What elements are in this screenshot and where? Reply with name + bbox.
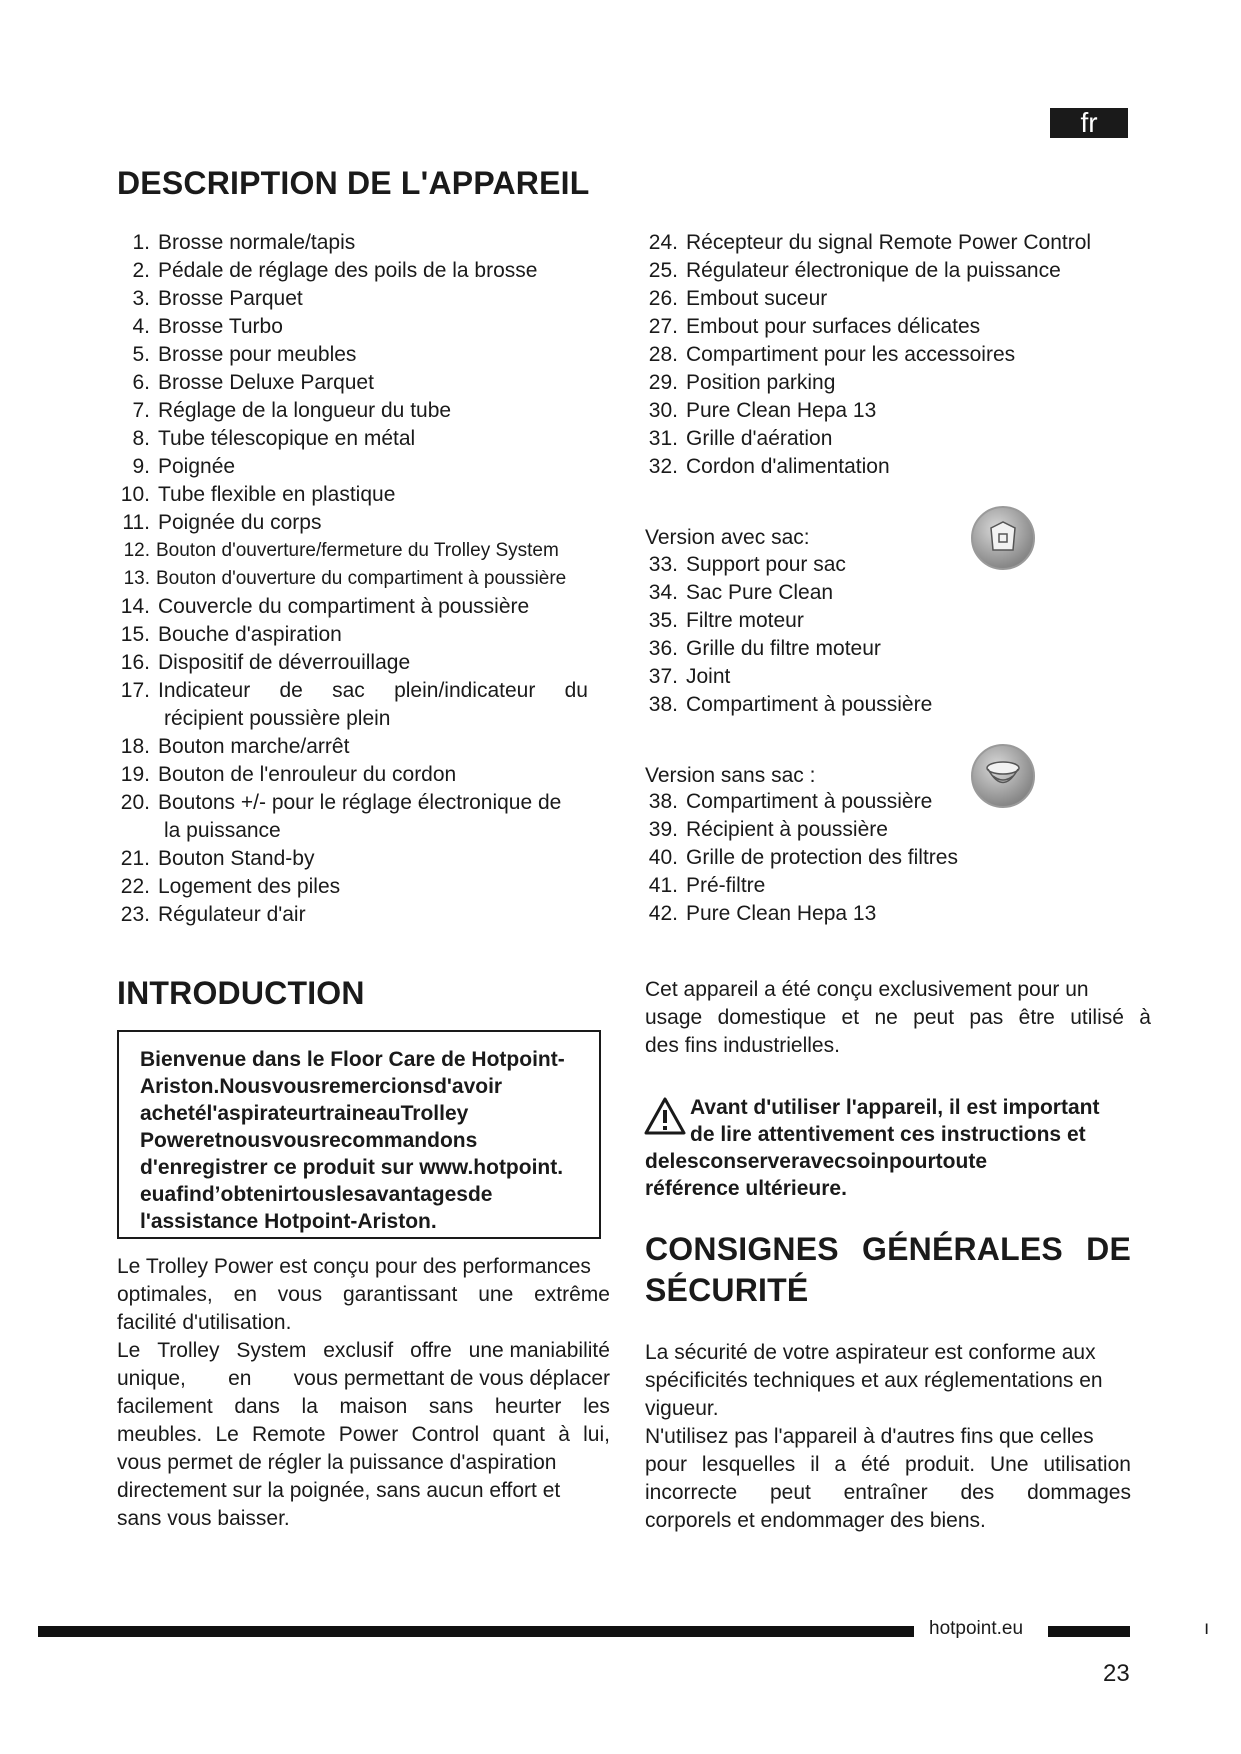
word: vous permettant de vous déplacer bbox=[293, 1367, 610, 1390]
word: entraîner bbox=[843, 1481, 928, 1504]
description-list-left bbox=[108, 229, 600, 929]
footer-mark: ı bbox=[1204, 1618, 1210, 1639]
word: garantissant bbox=[342, 1283, 458, 1306]
word: Bienvenue dans le Floor Care de Hotpoint- bbox=[140, 1048, 565, 1071]
word: lui, bbox=[583, 1423, 610, 1446]
list-item-continuation bbox=[108, 817, 600, 845]
description-title: DESCRIPTION DE L'APPAREIL bbox=[117, 165, 590, 201]
item-number: 13. bbox=[123, 568, 150, 589]
list-item bbox=[108, 649, 600, 677]
safety-line bbox=[645, 1339, 1131, 1367]
item-text: Bouton d'ouverture du compartiment à poussière bbox=[156, 568, 567, 589]
item-number: 35. bbox=[648, 609, 678, 632]
item-text: Sac Pure Clean bbox=[686, 581, 834, 604]
item-text: Embout pour surfaces délicates bbox=[686, 315, 981, 338]
word: avec bbox=[799, 1150, 846, 1173]
item-text: Filtre moteur bbox=[686, 609, 804, 632]
word: Le Trolley Power est conçu pour des performances bbox=[117, 1255, 591, 1278]
word: pour bbox=[889, 1150, 936, 1173]
word: sans vous baisser. bbox=[117, 1507, 290, 1530]
body-line bbox=[117, 1449, 610, 1477]
item-text: Bouche d'aspiration bbox=[158, 623, 342, 646]
bag-icon-glyph bbox=[973, 508, 1033, 568]
word: il bbox=[810, 1453, 820, 1476]
word: remercions bbox=[320, 1075, 435, 1098]
item-text: Support pour sac bbox=[686, 553, 846, 576]
item-text: Compartiment pour les accessoires bbox=[686, 343, 1016, 366]
list-item bbox=[108, 789, 600, 817]
word: à bbox=[558, 1423, 570, 1446]
warning-line bbox=[645, 1121, 1131, 1148]
word: N'utilisez pas l'appareil à d'autres fins que celles bbox=[645, 1425, 1094, 1448]
item-text: Récipient à poussière bbox=[686, 818, 888, 841]
word: vous permet de régler la puissance d'aspiration bbox=[117, 1451, 557, 1474]
list-item bbox=[108, 425, 600, 453]
item-text bbox=[158, 677, 588, 705]
welcome-line bbox=[140, 1046, 578, 1073]
welcome-line bbox=[140, 1154, 578, 1181]
word: directement sur la poignée, sans aucun effort et bbox=[117, 1479, 561, 1502]
item-text: Bouton marche/arrêt bbox=[158, 735, 350, 758]
word: extrême bbox=[534, 1283, 610, 1306]
list-item bbox=[108, 481, 600, 509]
item-number: 36. bbox=[648, 637, 678, 660]
welcome-box bbox=[117, 1030, 601, 1239]
word: de bbox=[645, 1150, 670, 1173]
list-item bbox=[636, 579, 932, 607]
item-text: Compartiment à poussière bbox=[686, 790, 933, 813]
word: acheté bbox=[140, 1102, 207, 1125]
word: de lire attentivement ces instructions et bbox=[690, 1123, 1086, 1146]
word: peut bbox=[913, 1006, 955, 1029]
word: vous bbox=[271, 1129, 321, 1152]
item-text-continuation: la puissance bbox=[164, 819, 281, 842]
list-item bbox=[636, 551, 932, 579]
item-number: 4. bbox=[132, 315, 150, 338]
word: tous bbox=[291, 1183, 337, 1206]
item-word: Indicateur bbox=[158, 679, 251, 702]
warning-text bbox=[645, 1094, 1131, 1202]
item-number: 19. bbox=[120, 763, 150, 786]
item-text: Joint bbox=[686, 665, 731, 688]
item-text: Brosse Parquet bbox=[158, 287, 303, 310]
list-item bbox=[636, 285, 1156, 313]
word: de bbox=[467, 1183, 493, 1206]
warning-line bbox=[645, 1094, 1131, 1121]
word: exclusif bbox=[323, 1339, 394, 1362]
word: en bbox=[233, 1283, 257, 1306]
word: sans bbox=[428, 1395, 474, 1418]
word: dommages bbox=[1027, 1481, 1131, 1504]
word: d’obtenir bbox=[201, 1183, 292, 1206]
item-text: Bouton d'ouverture/fermeture du Trolley System bbox=[156, 540, 559, 561]
word: maison bbox=[339, 1395, 408, 1418]
word: la bbox=[301, 1395, 318, 1418]
item-text: Position parking bbox=[686, 371, 836, 394]
safety-line bbox=[645, 1423, 1131, 1451]
word: Trolley bbox=[157, 1339, 220, 1362]
list-item bbox=[636, 369, 1156, 397]
word: usage bbox=[645, 1006, 703, 1029]
version-bagless-label: Version sans sac : bbox=[645, 764, 816, 787]
item-number: 7. bbox=[132, 399, 150, 422]
list-item bbox=[636, 816, 958, 844]
list-item bbox=[636, 900, 958, 928]
word: Une bbox=[989, 1453, 1029, 1476]
word: optimales, bbox=[117, 1283, 213, 1306]
word: traineau bbox=[318, 1102, 401, 1125]
word: à bbox=[1139, 1006, 1151, 1029]
word: a bbox=[834, 1453, 847, 1476]
item-number: 8. bbox=[132, 427, 150, 450]
language-badge: fr bbox=[1050, 108, 1128, 138]
body-line bbox=[117, 1253, 610, 1281]
word: utilisation bbox=[1043, 1453, 1131, 1476]
list-item bbox=[636, 844, 958, 872]
introduction-body bbox=[117, 1253, 610, 1533]
item-number: 37. bbox=[648, 665, 678, 688]
item-number: 41. bbox=[648, 874, 678, 897]
body-line bbox=[117, 1421, 610, 1449]
word: unique, bbox=[117, 1367, 186, 1390]
word: Ariston. bbox=[140, 1075, 220, 1098]
word: une bbox=[478, 1283, 514, 1306]
item-text: Grille d'aération bbox=[686, 427, 833, 450]
list-item bbox=[636, 872, 958, 900]
list-item bbox=[636, 453, 1156, 481]
item-number: 3. bbox=[132, 287, 150, 310]
item-number: 16. bbox=[120, 651, 150, 674]
safety-body bbox=[645, 1339, 1131, 1535]
list-item bbox=[636, 788, 958, 816]
page-number: 23 bbox=[1103, 1660, 1130, 1687]
title-word: CONSIGNES bbox=[645, 1231, 839, 1267]
word: ne bbox=[874, 1006, 898, 1029]
word: les bbox=[583, 1395, 610, 1418]
word: l'assistance Hotpoint-Ariston. bbox=[140, 1210, 437, 1233]
item-word: plein/indicateur bbox=[394, 679, 536, 702]
word: Nous bbox=[219, 1075, 272, 1098]
item-number: 15. bbox=[120, 623, 150, 646]
word: meubles. bbox=[117, 1423, 203, 1446]
word: avantages bbox=[365, 1183, 468, 1206]
item-text: Bouton Stand-by bbox=[158, 847, 315, 870]
word: spécificités techniques et aux réglementations en bbox=[645, 1369, 1103, 1392]
word: System bbox=[236, 1339, 307, 1362]
item-number: 39. bbox=[648, 818, 678, 841]
item-text: Brosse normale/tapis bbox=[158, 231, 356, 254]
introduction-title: INTRODUCTION bbox=[117, 975, 365, 1011]
body-line bbox=[117, 1309, 610, 1337]
word: Le bbox=[117, 1339, 141, 1362]
word: en bbox=[228, 1367, 252, 1390]
word: utilisé bbox=[1070, 1006, 1124, 1029]
list-item bbox=[108, 341, 600, 369]
footer-bar-left bbox=[38, 1626, 914, 1637]
item-text: Pré-filtre bbox=[686, 874, 766, 897]
word: heurter bbox=[494, 1395, 562, 1418]
word: et bbox=[841, 1006, 860, 1029]
word: conserver bbox=[698, 1150, 800, 1173]
item-number: 29. bbox=[648, 371, 678, 394]
item-text: Dispositif de déverrouillage bbox=[158, 651, 411, 674]
word: les bbox=[336, 1183, 366, 1206]
welcome-line bbox=[140, 1181, 578, 1208]
body-line bbox=[117, 1505, 610, 1533]
footer-bar-right bbox=[1048, 1626, 1130, 1637]
body-line bbox=[117, 1365, 610, 1393]
item-text: Logement des piles bbox=[158, 875, 341, 898]
safety-line bbox=[645, 1451, 1131, 1479]
item-number: 27. bbox=[648, 315, 678, 338]
word: des fins industrielles. bbox=[645, 1034, 840, 1057]
item-text: Couvercle du compartiment à poussière bbox=[158, 595, 530, 618]
item-number: 22. bbox=[120, 875, 150, 898]
version-bagless-list bbox=[636, 788, 958, 928]
body-line bbox=[645, 976, 1151, 1004]
item-word: de bbox=[279, 679, 303, 702]
item-number: 17. bbox=[120, 679, 150, 702]
list-item bbox=[108, 537, 600, 565]
word: des bbox=[960, 1481, 995, 1504]
list-item bbox=[108, 453, 600, 481]
item-text: Régulateur d'air bbox=[158, 903, 306, 926]
list-item bbox=[108, 397, 600, 425]
item-text: Régulateur électronique de la puissance bbox=[686, 259, 1061, 282]
item-text: Bouton de l'enrouleur du cordon bbox=[158, 763, 457, 786]
title-word: DE bbox=[1086, 1231, 1131, 1267]
item-text: Tube flexible en plastique bbox=[158, 483, 396, 506]
word: été bbox=[860, 1453, 891, 1476]
item-number: 34. bbox=[648, 581, 678, 604]
list-item bbox=[636, 663, 932, 691]
word: vigueur. bbox=[645, 1397, 719, 1420]
item-number: 14. bbox=[120, 595, 150, 618]
word: Trolley bbox=[400, 1102, 469, 1125]
list-item bbox=[108, 901, 600, 929]
word: les bbox=[669, 1150, 699, 1173]
list-item-continuation bbox=[108, 705, 600, 733]
item-word: sac bbox=[332, 679, 365, 702]
safety-line bbox=[645, 1479, 1131, 1507]
word: toute bbox=[935, 1150, 987, 1173]
list-item bbox=[108, 677, 600, 705]
list-item bbox=[636, 635, 932, 663]
item-text: Cordon d'alimentation bbox=[686, 455, 890, 478]
word: incorrecte bbox=[645, 1481, 738, 1504]
introduction-right-text bbox=[645, 976, 1151, 1060]
warning-line bbox=[645, 1148, 1131, 1175]
list-item bbox=[636, 425, 1156, 453]
item-text: Brosse Deluxe Parquet bbox=[158, 371, 374, 394]
word: peut bbox=[769, 1481, 811, 1504]
word: une maniabilité bbox=[468, 1339, 610, 1362]
list-item bbox=[108, 621, 600, 649]
word: lesquelles bbox=[701, 1453, 796, 1476]
item-text: Brosse pour meubles bbox=[158, 343, 357, 366]
word: corporels et endommager des biens. bbox=[645, 1509, 986, 1532]
body-line bbox=[117, 1477, 610, 1505]
word: être bbox=[1018, 1006, 1055, 1029]
word: facilité d'utilisation. bbox=[117, 1311, 292, 1334]
item-number: 28. bbox=[648, 343, 678, 366]
welcome-line bbox=[140, 1073, 578, 1100]
list-item bbox=[108, 509, 600, 537]
item-text: Récepteur du signal Remote Power Control bbox=[686, 231, 1092, 254]
word: afin bbox=[164, 1183, 202, 1206]
safety-line bbox=[645, 1367, 1131, 1395]
word: dans bbox=[234, 1395, 280, 1418]
list-item bbox=[108, 873, 600, 901]
item-text: Boutons +/- pour le réglage électronique de bbox=[158, 791, 562, 814]
word: Cet appareil a été conçu exclusivement pour un bbox=[645, 978, 1089, 1001]
item-number: 2. bbox=[132, 259, 150, 282]
item-text: Réglage de la longueur du tube bbox=[158, 399, 452, 422]
item-text: Grille du filtre moteur bbox=[686, 637, 881, 660]
item-text: Grille de protection des filtres bbox=[686, 846, 958, 869]
item-number: 12. bbox=[123, 540, 150, 561]
welcome-line bbox=[140, 1127, 578, 1154]
item-word: du bbox=[564, 679, 588, 702]
list-item bbox=[108, 313, 600, 341]
list-item bbox=[108, 761, 600, 789]
word: pour bbox=[645, 1453, 688, 1476]
list-item bbox=[108, 845, 600, 873]
title-word: GÉNÉRALES bbox=[862, 1231, 1063, 1267]
item-number: 31. bbox=[648, 427, 678, 450]
word: Power bbox=[140, 1129, 204, 1152]
welcome-line bbox=[140, 1208, 578, 1235]
list-item bbox=[636, 397, 1156, 425]
item-number: 38. bbox=[648, 790, 678, 813]
list-item bbox=[108, 257, 600, 285]
list-item bbox=[636, 341, 1156, 369]
word: soin bbox=[845, 1150, 890, 1173]
list-item bbox=[108, 229, 600, 257]
item-number: 26. bbox=[648, 287, 678, 310]
item-text: Poignée du corps bbox=[158, 511, 322, 534]
item-number: 9. bbox=[132, 455, 150, 478]
version-bag-label: Version avec sac: bbox=[645, 526, 810, 549]
version-bag-list bbox=[636, 551, 932, 719]
item-number: 18. bbox=[120, 735, 150, 758]
item-number: 33. bbox=[648, 553, 678, 576]
safety-title bbox=[645, 1231, 1131, 1268]
list-item bbox=[108, 565, 600, 593]
item-number: 24. bbox=[648, 231, 678, 254]
body-line bbox=[645, 1004, 1151, 1032]
body-line bbox=[645, 1032, 1151, 1060]
description-list-right bbox=[636, 229, 1156, 481]
warning-line bbox=[645, 1175, 1131, 1202]
word: Control bbox=[411, 1423, 480, 1446]
cyclone-icon-glyph bbox=[973, 746, 1033, 806]
item-text: Brosse Turbo bbox=[158, 315, 283, 338]
item-number: 38. bbox=[648, 693, 678, 716]
word: domestique bbox=[717, 1006, 827, 1029]
word: quant bbox=[492, 1423, 545, 1446]
word: l'aspirateur bbox=[206, 1102, 319, 1125]
list-item bbox=[636, 229, 1156, 257]
word: d'avoir bbox=[434, 1075, 503, 1098]
item-number: 21. bbox=[120, 847, 150, 870]
word: Le bbox=[215, 1423, 239, 1446]
list-item bbox=[636, 257, 1156, 285]
word: eu bbox=[140, 1183, 165, 1206]
footer-site: hotpoint.eu bbox=[929, 1618, 1024, 1639]
word: Avant d'utiliser l'appareil, il est important bbox=[690, 1096, 1100, 1119]
item-number: 5. bbox=[132, 343, 150, 366]
bag-icon bbox=[971, 506, 1035, 570]
item-number: 30. bbox=[648, 399, 678, 422]
word: offre bbox=[410, 1339, 452, 1362]
word: facilement bbox=[117, 1395, 213, 1418]
safety-line bbox=[645, 1507, 1131, 1535]
body-line bbox=[117, 1393, 610, 1421]
item-number: 32. bbox=[648, 455, 678, 478]
word: vous bbox=[277, 1283, 323, 1306]
item-number: 11. bbox=[122, 511, 150, 534]
item-number: 1. bbox=[132, 231, 150, 254]
item-number: 10. bbox=[120, 483, 150, 506]
word: vous bbox=[271, 1075, 321, 1098]
list-item bbox=[636, 607, 932, 635]
word: Remote bbox=[252, 1423, 326, 1446]
word: référence ultérieure. bbox=[645, 1177, 847, 1200]
item-number: 6. bbox=[132, 371, 150, 394]
cyclone-icon bbox=[971, 744, 1035, 808]
item-text: Pédale de réglage des poils de la brosse bbox=[158, 259, 538, 282]
welcome-line bbox=[140, 1100, 578, 1127]
list-item bbox=[108, 593, 600, 621]
item-text: Compartiment à poussière bbox=[686, 693, 933, 716]
list-item bbox=[108, 285, 600, 313]
item-text-continuation: récipient poussière plein bbox=[164, 707, 391, 730]
item-text: Poignée bbox=[158, 455, 236, 478]
item-text: Embout suceur bbox=[686, 287, 828, 310]
word: La sécurité de votre aspirateur est conforme aux bbox=[645, 1341, 1096, 1364]
list-item bbox=[636, 313, 1156, 341]
word: d'enregistrer ce produit sur www.hotpoint. bbox=[140, 1156, 564, 1179]
word: recommandons bbox=[320, 1129, 478, 1152]
item-number: 20. bbox=[120, 791, 150, 814]
body-line bbox=[117, 1281, 610, 1309]
item-text: Pure Clean Hepa 13 bbox=[686, 902, 877, 925]
safety-title-line2: SÉCURITÉ bbox=[645, 1272, 809, 1308]
safety-line bbox=[645, 1395, 1131, 1423]
word: pas bbox=[969, 1006, 1004, 1029]
item-number: 23. bbox=[120, 903, 150, 926]
list-item bbox=[108, 369, 600, 397]
word: produit. bbox=[905, 1453, 976, 1476]
item-text: Tube télescopique en métal bbox=[158, 427, 416, 450]
item-number: 42. bbox=[648, 902, 678, 925]
word: Power bbox=[338, 1423, 399, 1446]
word: et bbox=[203, 1129, 222, 1152]
item-text: Pure Clean Hepa 13 bbox=[686, 399, 877, 422]
item-number: 25. bbox=[648, 259, 678, 282]
word: nous bbox=[221, 1129, 272, 1152]
list-item bbox=[108, 733, 600, 761]
list-item bbox=[636, 691, 932, 719]
item-number: 40. bbox=[648, 846, 678, 869]
body-line bbox=[117, 1337, 610, 1365]
